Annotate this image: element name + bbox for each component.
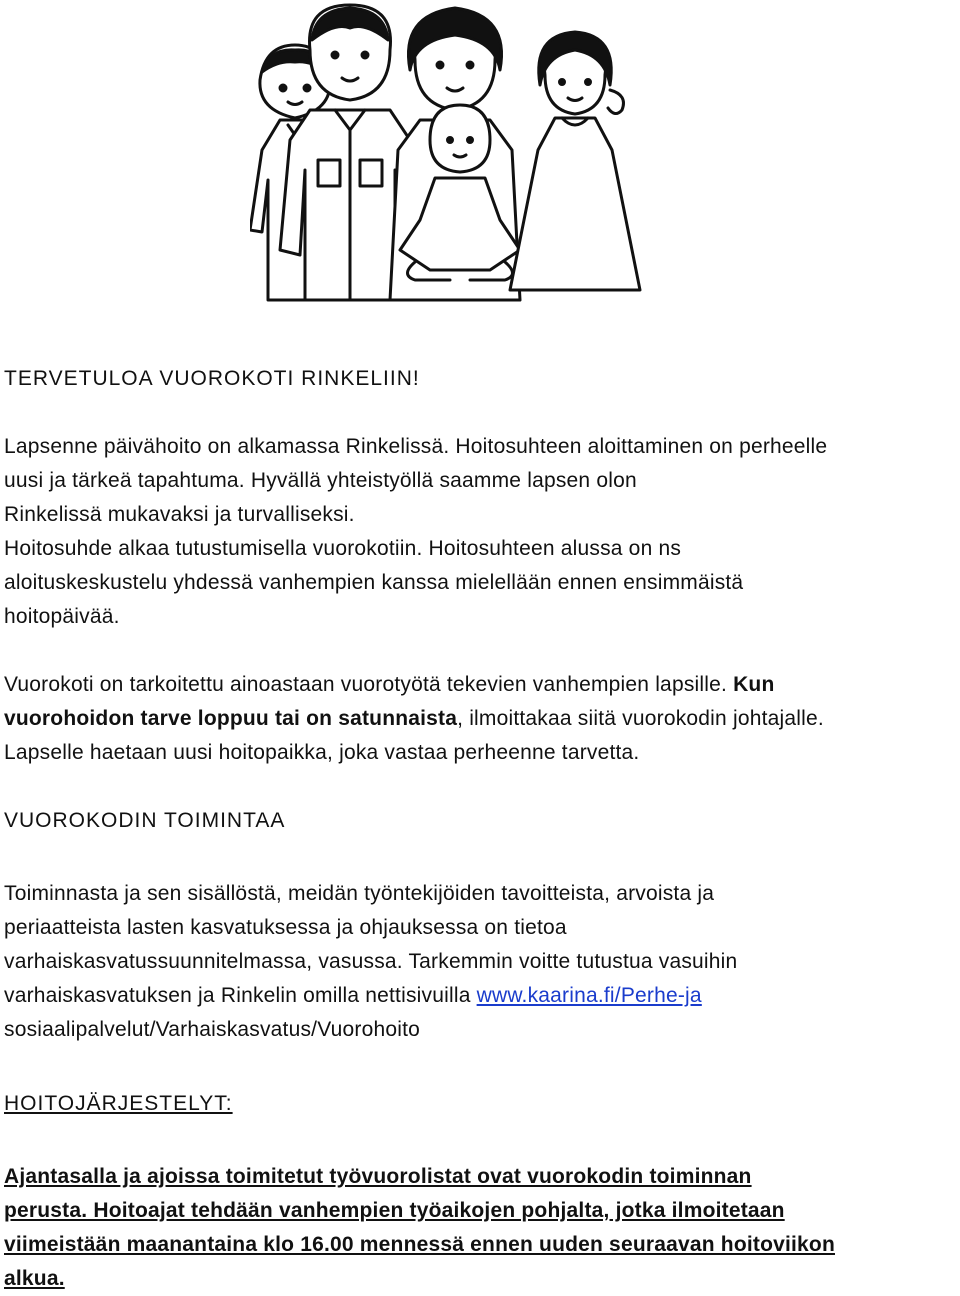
arrangements-line: Ajantasalla ja ajoissa toimitetut työvuorolistat ovat vuorokodin toiminnan <box>4 1165 752 1188</box>
intro-paragraph <box>4 430 954 634</box>
purpose-line <box>4 702 954 736</box>
arrangements-section-title: HOITOJÄRJESTELYT: <box>4 1092 233 1115</box>
arrangements-line: alkua. <box>4 1267 65 1290</box>
purpose-text: , ilmoittakaa siitä vuorokodin johtajalle. <box>457 707 824 730</box>
purpose-line <box>4 668 954 702</box>
purpose-line: Lapselle haetaan uusi hoitopaikka, joka vastaa perheenne tarvetta. <box>4 741 640 764</box>
operations-line: Toiminnasta ja sen sisällöstä, meidän työntekijöiden tavoitteista, arvoista ja <box>4 882 715 905</box>
arrangements-paragraph <box>4 1160 954 1296</box>
purpose-text: Vuorokoti on tarkoitettu ainoastaan vuorotyötä tekevien vanhempien lapsille. <box>4 673 734 696</box>
page-title: TERVETULOA VUOROKOTI RINKELIIN! <box>4 367 420 390</box>
purpose-paragraph <box>4 668 954 770</box>
intro-line: uusi ja tärkeä tapahtuma. Hyvällä yhteistyöllä saamme lapsen olon <box>4 469 637 492</box>
operations-link-line <box>4 979 954 1013</box>
family-illustration <box>250 0 650 310</box>
website-link[interactable]: www.kaarina.fi/Perhe-ja <box>476 984 702 1007</box>
arrangements-line: viimeistään maanantaina klo 16.00 mennessä ennen uuden seuraavan hoitoviikon <box>4 1233 835 1256</box>
operations-line: periaatteista lasten kasvatuksessa ja ohjauksessa on tietoa <box>4 916 567 939</box>
document-body <box>4 362 954 1296</box>
intro-line: hoitopäivää. <box>4 605 120 628</box>
intro-line: Rinkelissä mukavaksi ja turvalliseksi. <box>4 503 355 526</box>
girl-figure <box>510 32 640 290</box>
operations-paragraph <box>4 877 954 1047</box>
operations-line: varhaiskasvatussuunnitelmassa, vasussa. Tarkemmin voitte tutustua vasuihin <box>4 950 738 973</box>
intro-line: Lapsenne päivähoito on alkamassa Rinkelissä. Hoitosuhteen aloittaminen on perheelle <box>4 435 828 458</box>
intro-line: aloituskeskustelu yhdessä vanhempien kanssa mielellään ennen ensimmäistä <box>4 571 744 594</box>
arrangements-line: perusta. Hoitoajat tehdään vanhempien työaikojen pohjalta, jotka ilmoitetaan <box>4 1199 785 1222</box>
purpose-emphasis: Kun <box>733 673 775 696</box>
intro-line: Hoitosuhde alkaa tutustumisella vuorokotiin. Hoitosuhteen alussa on ns <box>4 537 682 560</box>
operations-line: sosiaalipalvelut/Varhaiskasvatus/Vuorohoito <box>4 1018 420 1041</box>
operations-section-title: VUOROKODIN TOIMINTAA <box>4 809 286 832</box>
operations-text: varhaiskasvatuksen ja Rinkelin omilla nettisivuilla <box>4 984 477 1007</box>
purpose-emphasis: vuorohoidon tarve loppuu tai on satunnaista <box>4 707 458 730</box>
